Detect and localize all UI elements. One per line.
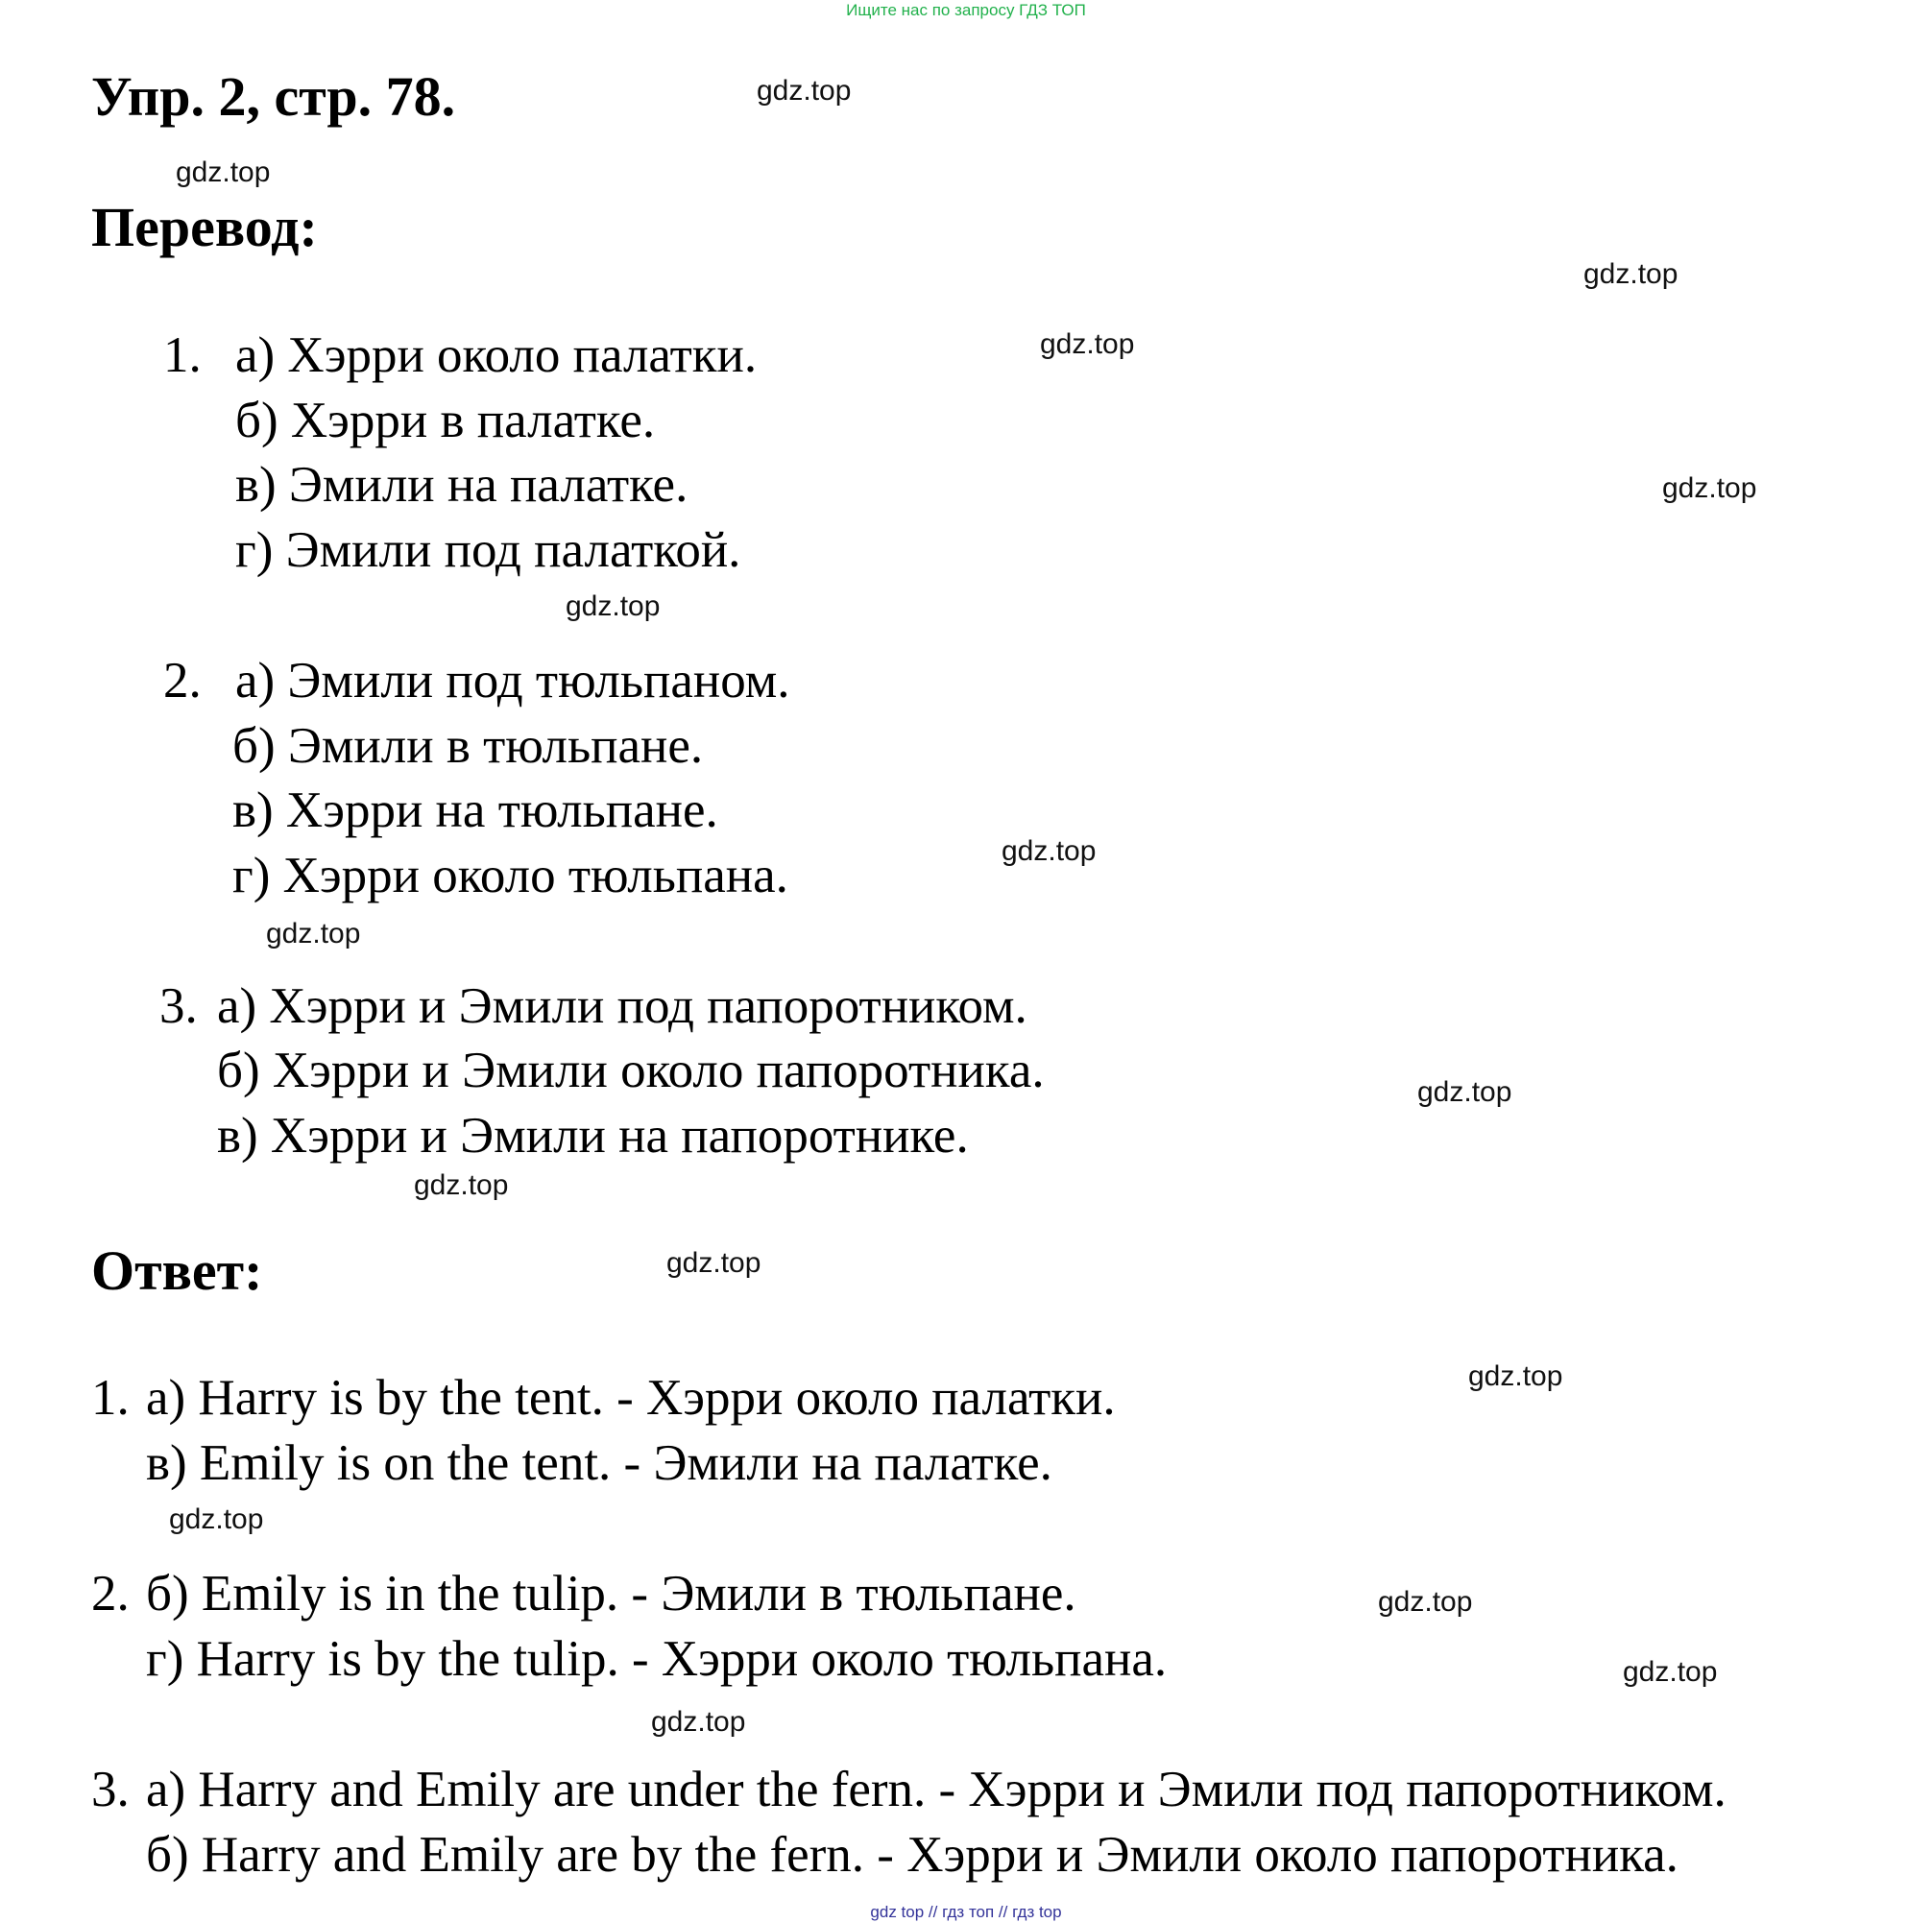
watermark: gdz.top xyxy=(1623,1656,1718,1688)
bottom-footer: gdz top // гдз топ // гдз top xyxy=(870,1903,1062,1921)
answer-line: а) Harry is by the tent. - Хэрри около палатки. xyxy=(146,1370,1116,1426)
answer-line: б) Harry and Emily are by the fern. - Хэрри и Эмили около папоротника. xyxy=(146,1827,1678,1883)
watermark: gdz.top xyxy=(757,75,852,107)
watermark: gdz.top xyxy=(1378,1586,1473,1618)
watermark: gdz.top xyxy=(566,590,661,622)
translation-line: а) Хэрри около палатки. xyxy=(235,327,758,383)
answer-line: г) Harry is by the tulip. - Хэрри около тюльпана. xyxy=(146,1631,1168,1687)
watermark: gdz.top xyxy=(1002,835,1097,867)
translation-line: б) Хэрри в палатке. xyxy=(235,393,656,448)
translation-number-2: 2. xyxy=(163,653,202,709)
answer-line: а) Harry and Emily are under the fern. - Хэрри и Эмили под папоротником. xyxy=(146,1762,1727,1817)
watermark: gdz.top xyxy=(651,1706,746,1738)
translation-number-1: 1. xyxy=(163,327,202,383)
answer-number-2: 2. xyxy=(91,1566,130,1622)
translation-line: б) Хэрри и Эмили около папоротника. xyxy=(217,1043,1045,1098)
watermark: gdz.top xyxy=(1662,472,1757,504)
translation-line: г) Хэрри около тюльпана. xyxy=(232,848,788,903)
watermark: gdz.top xyxy=(1417,1076,1512,1108)
answer-line: б) Emily is in the tulip. - Эмили в тюльпане. xyxy=(146,1566,1076,1622)
translation-line: в) Хэрри и Эмили на папоротнике. xyxy=(217,1108,969,1164)
translation-number-3: 3. xyxy=(159,978,198,1034)
watermark: gdz.top xyxy=(266,918,361,949)
answer-number-1: 1. xyxy=(91,1370,130,1426)
answer-number-3: 3. xyxy=(91,1762,130,1817)
answer-heading: Ответ: xyxy=(91,1239,263,1302)
watermark: gdz.top xyxy=(1468,1360,1563,1392)
translation-line: в) Эмили на палатке. xyxy=(235,457,688,513)
translation-line: б) Эмили в тюльпане. xyxy=(232,718,704,774)
watermark: gdz.top xyxy=(1040,328,1135,360)
translation-line: г) Эмили под палаткой. xyxy=(235,522,741,578)
watermark: gdz.top xyxy=(176,156,271,188)
translation-line: а) Эмили под тюльпаном. xyxy=(235,653,790,709)
answer-line: в) Emily is on the tent. - Эмили на палатке. xyxy=(146,1435,1052,1491)
translation-heading: Перевод: xyxy=(91,196,318,258)
watermark: gdz.top xyxy=(666,1247,761,1279)
translation-line: в) Хэрри на тюльпане. xyxy=(232,782,718,838)
exercise-title: Упр. 2, стр. 78. xyxy=(91,65,456,128)
top-banner: Ищите нас по запросу ГДЗ ТОП xyxy=(846,1,1086,19)
watermark: gdz.top xyxy=(414,1169,509,1201)
watermark: gdz.top xyxy=(169,1503,264,1535)
translation-line: а) Хэрри и Эмили под папоротником. xyxy=(217,978,1027,1034)
watermark: gdz.top xyxy=(1583,258,1678,290)
